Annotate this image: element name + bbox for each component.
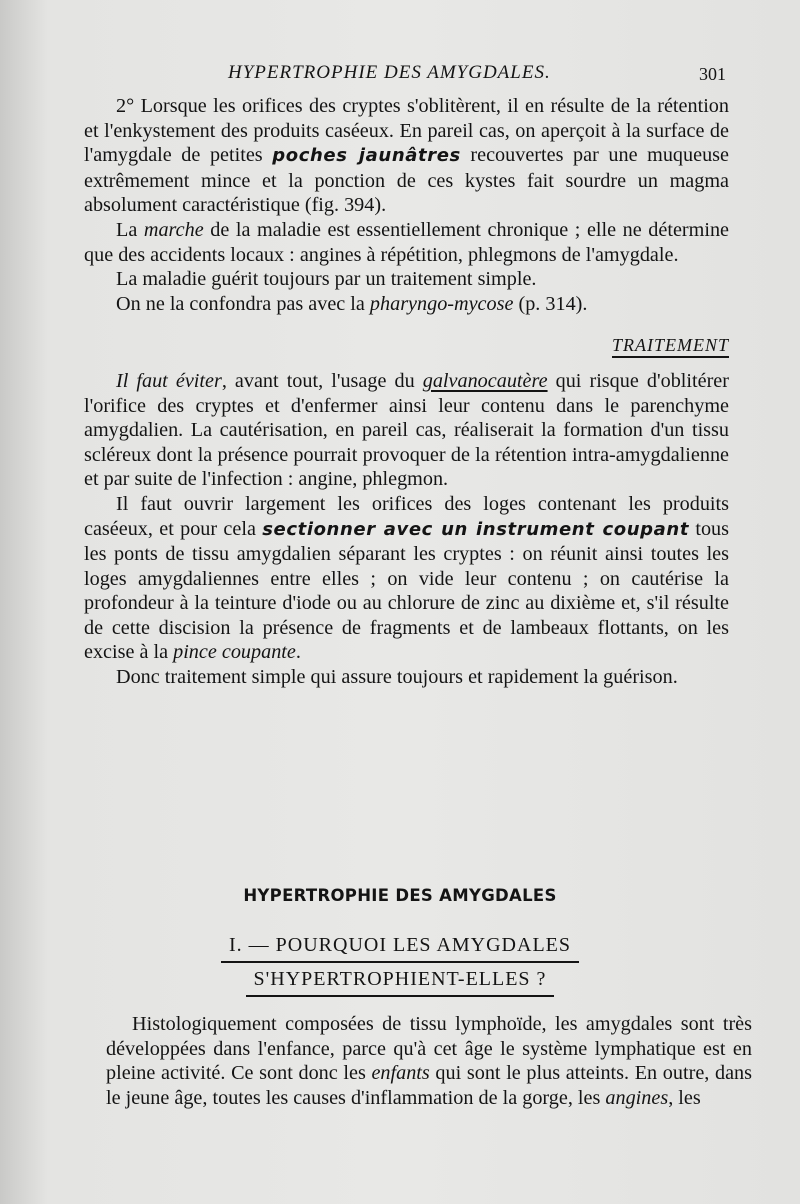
emphasis-pince: pince coupante — [173, 641, 296, 664]
emphasis-angines: angines — [605, 1086, 669, 1109]
paragraph-marche: La marche de la maladie est essentiellement chronique ; elle ne détermine que des accidents locaux : angines à répétition, phlegmons de l'amygdale. — [84, 218, 730, 266]
page-number: 301 — [699, 64, 726, 84]
traitement-heading: TRAITEMENT — [84, 333, 729, 358]
paragraph-ouvrir: Il faut ouvrir largement les orifices des loges contenant les produits caséeux, et pour cela sectionner avec un instrument coupant tous les ponts de tissu amygdalien séparant les cryptes : on réunit ainsi toutes les loges amygdaliennes entre elles ; on vide leur contenu ; on cautérise la profondeur à la teinture d'iode ou au chlorure de zinc au dixième et, s'il résulte de cette discision la présence de fragments et de lambeaux flottants, on les excise à la pince coupante. — [84, 492, 729, 664]
emphasis-galvanocautere: galvanocautère — [422, 369, 548, 392]
emphasis-enfants: enfants — [371, 1062, 430, 1085]
page-header — [100, 58, 730, 88]
paragraph-eviter: Il faut éviter, avant tout, l'usage du galvanocautère qui risque d'oblitérer l'orifice des cryptes et d'enfermer ainsi leur contenu dans le parenchyme amygdalien. La cautérisation, en pareil cas, réaliserait la formation d'un tissu scléreux dont la présence pourrait provoquer de la rétention intra-amygdalienne et par suite de l'infection : angine, phlegmon. — [84, 369, 729, 491]
section-title: HYPERTROPHIE DES AMYGDALES — [243, 886, 557, 905]
emphasis-sectionner: sectionner avec un instrument coupant — [262, 518, 690, 540]
running-title: HYPERTROPHIE DES AMYGDALES. — [228, 62, 551, 83]
chapter-text — [106, 1012, 752, 1110]
paragraph-retention: 2° Lorsque les orifices des cryptes s'oblitèrent, il en résulte de la rétention et l'enkystement des produits caséeux. En pareil cas, on aperçoit à la surface de l'amygdale de petites poches jaunâtres recouvertes par une muqueuse extrêmement mince et la ponction de ces kystes fait sourdre un magma absolument caractéristique (fig. 394). — [84, 95, 729, 217]
emphasis-marche: marche — [143, 218, 204, 241]
emphasis-poches: poches jaunâtres — [272, 145, 461, 167]
chapter-line-1: I. — POURQUOI LES AMYGDALES — [221, 929, 579, 963]
chapter-heading — [0, 929, 800, 997]
emphasis-pharyngo: pharyngo-mycose — [369, 292, 514, 315]
paragraph-confondra: On ne la confondra pas avec la pharyngo-mycose (p. 314). — [116, 292, 588, 315]
paragraph-donc: Donc traitement simple qui assure toujours et rapidement la guérison. — [116, 666, 678, 689]
chapter-line-2: S'HYPERTROPHIENT-ELLES ? — [246, 963, 555, 997]
emphasis-eviter: Il faut éviter — [116, 369, 222, 392]
paragraph-histologiquement: Histologiquement composées de tissu lymphoïde, les amygdales sont très développées dans l'enfance, parce qu'à cet âge le système lymphatique est en pleine activité. Ce sont donc les enfants qui sont le plus atteints. En outre, dans le jeune âge, toutes les causes d'inflammation de la gorge, les angines, les — [106, 1013, 752, 1109]
paragraph-guerit: La maladie guérit toujours par un traitement simple. — [116, 268, 537, 291]
main-text — [84, 94, 729, 690]
